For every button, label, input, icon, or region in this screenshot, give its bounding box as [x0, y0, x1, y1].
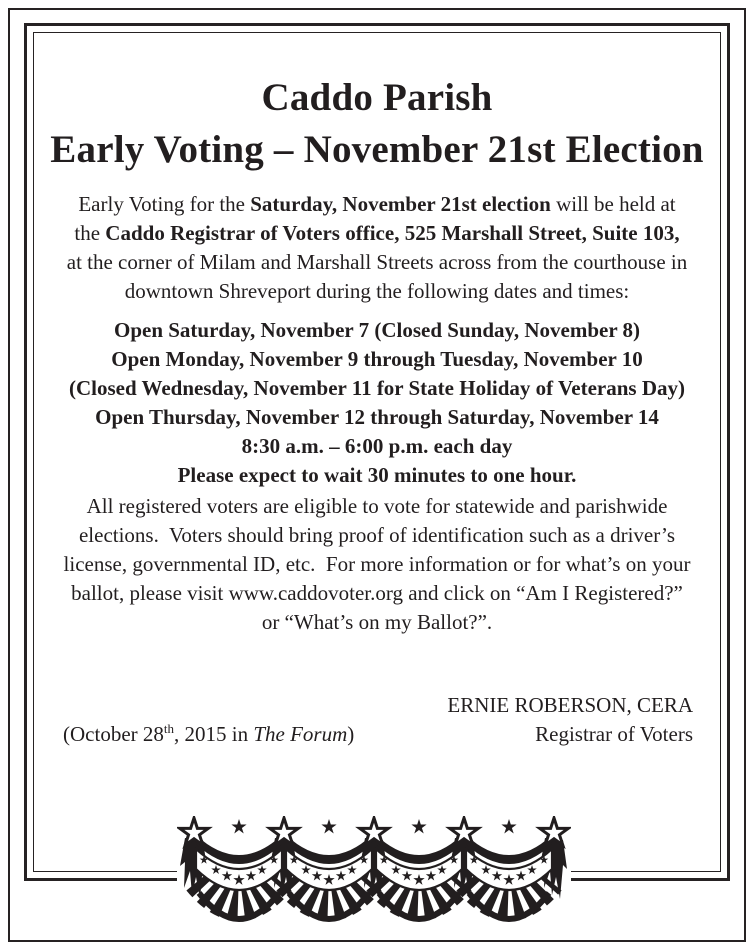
- info-line: license, governmental ID, etc. For more information or for what’s on your: [63, 552, 691, 576]
- intro-paragraph: [35, 190, 719, 306]
- solid-star-icon: [321, 819, 336, 833]
- intro-line: Early Voting for the Saturday, November 21st election will be held at: [78, 192, 676, 216]
- info-line: ballot, please visit www.caddovoter.org and click on “Am I Registered?”: [71, 581, 683, 605]
- info-line: All registered voters are eligible to vote for statewide and parishwide: [86, 494, 668, 518]
- info-line: elections. Voters should bring proof of identification such as a driver’s: [78, 523, 676, 547]
- solid-star-icon: [411, 819, 426, 833]
- schedule-line: Open Saturday, November 7 (Closed Sunday, November 8): [113, 318, 640, 342]
- info-paragraph: [35, 492, 719, 637]
- bunting-swag: [466, 835, 552, 919]
- publication-dateline: (October 28th, 2015 in The Forum): [63, 721, 355, 746]
- bunting-swag: [286, 835, 372, 919]
- info-line: or “What’s on my Ballot?”.: [261, 610, 493, 634]
- schedule-line: (Closed Wednesday, November 11 for State Holiday of Veterans Day): [68, 376, 685, 400]
- signature-title: Registrar of Voters: [535, 722, 693, 746]
- bunting-swag: [376, 835, 462, 919]
- signature-name: ERNIE ROBERSON, CERA: [447, 693, 693, 717]
- intro-line: downtown Shreveport during the following dates and times:: [124, 279, 630, 303]
- notice-title: Caddo Parish: [261, 76, 493, 119]
- solid-star-icon: [501, 819, 516, 833]
- intro-line: at the corner of Milam and Marshall Streets across from the courthouse in: [66, 250, 688, 274]
- patriotic-bunting-graphic: [177, 816, 571, 926]
- schedule-line: Open Monday, November 9 through Tuesday, November 10: [111, 347, 643, 371]
- dateline-row: [63, 720, 693, 749]
- intro-line: the Caddo Registrar of Voters office, 525 Marshall Street, Suite 103,: [74, 221, 680, 245]
- schedule-line: Please expect to wait 30 minutes to one hour.: [177, 463, 577, 487]
- bunting-swag: [196, 835, 282, 919]
- schedule-block: [35, 316, 719, 490]
- schedule-line: 8:30 a.m. – 6:00 p.m. each day: [241, 434, 513, 458]
- schedule-line: Open Thursday, November 12 through Saturday, November 14: [95, 405, 659, 429]
- notice-subtitle: Early Voting – November 21st Election: [50, 128, 704, 171]
- solid-star-icon: [231, 819, 246, 833]
